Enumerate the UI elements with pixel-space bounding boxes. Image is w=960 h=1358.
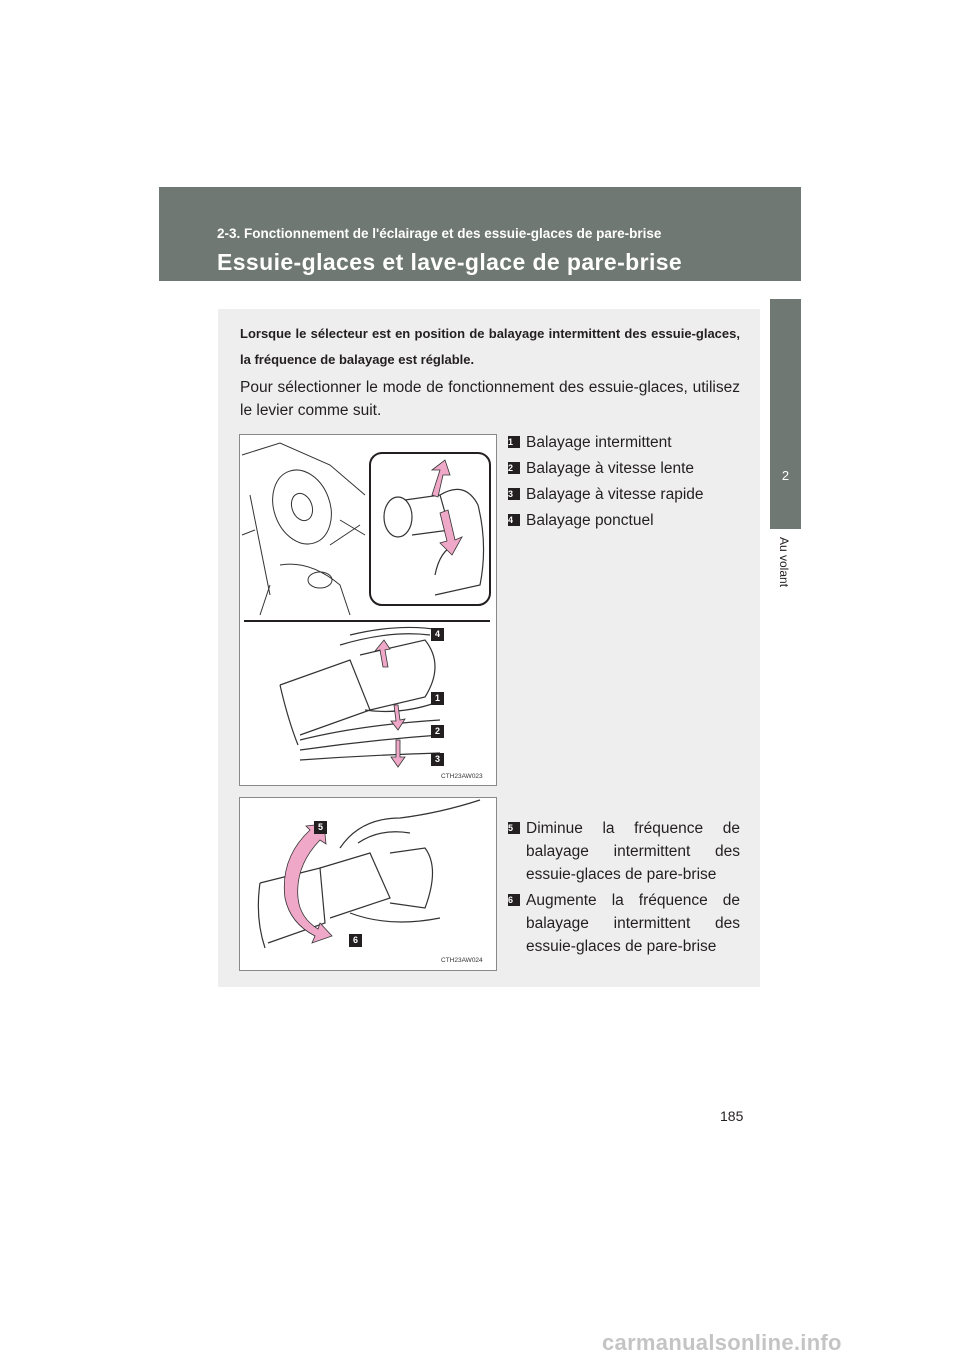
page-title: Essuie-glaces et lave-glace de pare-brise	[217, 249, 683, 275]
callout-badge: 5	[314, 821, 327, 834]
page-number: 185	[720, 1108, 744, 1124]
item-number: 2	[508, 462, 520, 474]
intro-paragraph: Pour sélectionner le mode de fonctionnement des essuie-glaces, utilisez le levier comme suit.	[240, 379, 740, 419]
item-label: Diminue la fréquence de balayage intermittent des essuie-glaces de pare-brise	[526, 820, 740, 883]
item-number: 5	[508, 822, 520, 834]
callout-badge: 4	[431, 628, 444, 641]
item-label: Balayage à vitesse rapide	[526, 486, 704, 503]
item-label: Augmente la fréquence de balayage intermittent des essuie-glaces de pare-brise	[526, 892, 740, 955]
item-number: 1	[508, 436, 520, 448]
item-label: Balayage intermittent	[526, 434, 672, 451]
dial-illustration	[240, 798, 496, 970]
chapter-number: 2	[781, 468, 790, 483]
list-item	[506, 509, 740, 532]
lever-illustration	[240, 435, 496, 785]
item-number: 3	[508, 488, 520, 500]
figure-code: CTH23AW023	[441, 773, 483, 780]
item-label: Balayage ponctuel	[526, 512, 654, 529]
list-item	[506, 889, 740, 958]
figure-wiper-lever-positions	[239, 434, 497, 786]
callout-badge: 2	[431, 725, 444, 738]
intro-bold-paragraph: Lorsque le sélecteur est en position de balayage intermittent des essuie-glaces, la fréquence de balayage est réglable.	[240, 326, 740, 367]
frequency-list	[506, 817, 740, 961]
list-item	[506, 431, 740, 454]
watermark: carmanualsonline.info	[602, 1330, 842, 1355]
list-item	[506, 817, 740, 886]
callout-badge: 6	[349, 934, 362, 947]
chapter-tab	[770, 299, 801, 529]
section-label: 2-3. Fonctionnement de l'éclairage et des essuie-glaces de pare-brise	[217, 226, 662, 241]
figure-frequency-dial	[239, 797, 497, 971]
figure-code: CTH23AW024	[441, 957, 483, 964]
lever-position-list	[506, 431, 740, 535]
callout-badge: 1	[431, 692, 444, 705]
list-item	[506, 483, 740, 506]
callout-badge: 3	[431, 753, 444, 766]
item-label: Balayage à vitesse lente	[526, 460, 695, 477]
list-item	[506, 457, 740, 480]
item-number: 6	[508, 894, 520, 906]
chapter-label: Au volant	[777, 537, 791, 588]
item-number: 4	[508, 514, 520, 526]
